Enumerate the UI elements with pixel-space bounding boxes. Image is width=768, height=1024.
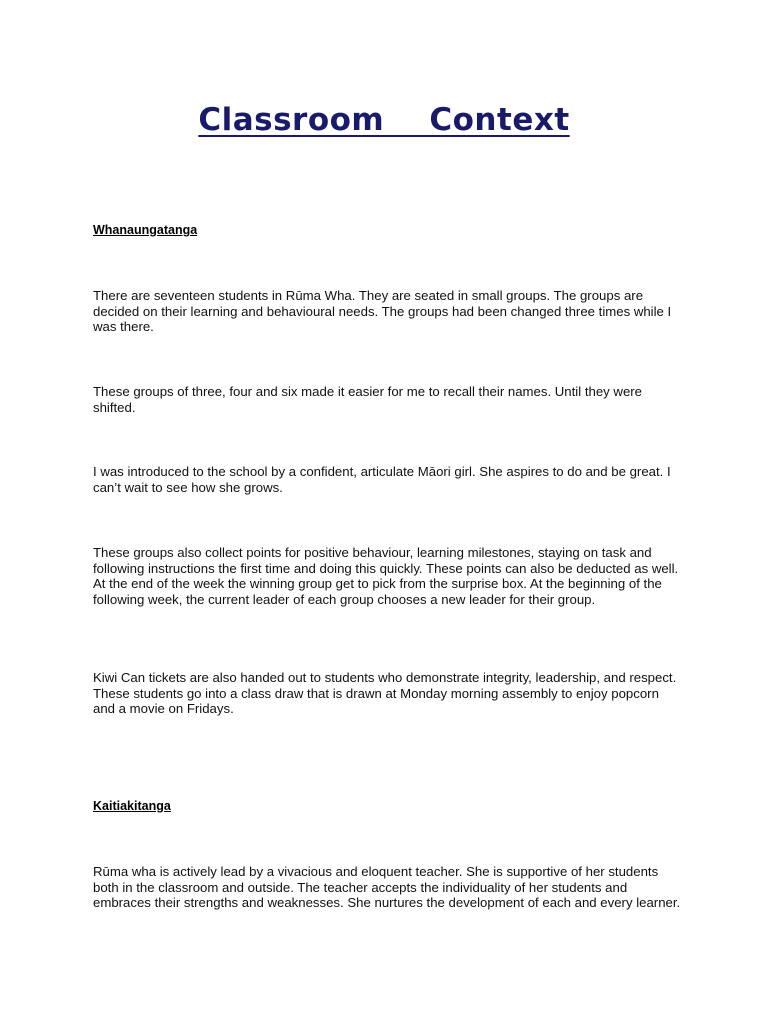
section-heading-whanaungatanga: Whanaungatanga [93, 223, 198, 237]
paragraph: I was introduced to the school by a confident, articulate Māori girl. She aspires to do and be great. I can’t wait to see how she grows. [93, 464, 671, 495]
paragraph: These groups of three, four and six made it easier for me to recall their names. Until they were shifted. [93, 384, 643, 415]
section-heading-kaitiakitanga: Kaitiakitanga [93, 799, 171, 813]
paragraph: Kiwi Can tickets are also handed out to students who demonstrate integrity, leadership, and respect. These students go into a class draw that is drawn at Monday morning assembly to enjoy popcorn and a movie on Fridays. [93, 670, 677, 717]
page-title: Classroom Context [198, 102, 570, 138]
paragraph: There are seventeen students in Rūma Wha. They are seated in small groups. The groups are decided on their learning and behavioural needs. The groups had been changed three times while I was there. [93, 288, 672, 335]
paragraph: Rūma wha is actively lead by a vivacious and eloquent teacher. She is supportive of her students both in the classroom and outside. The teacher accepts the individuality of her students and embraces their strengths and weaknesses. She nurtures the development of each and every learner. [93, 864, 681, 911]
paragraph: These groups also collect points for positive behaviour, learning milestones, staying on task and following instructions the first time and doing this quickly. These points can also be deducted as well. At the end of the week the winning group get to pick from the surprise box. At the beginning of the following week, the current leader of each group chooses a new leader for their group. [93, 545, 679, 607]
